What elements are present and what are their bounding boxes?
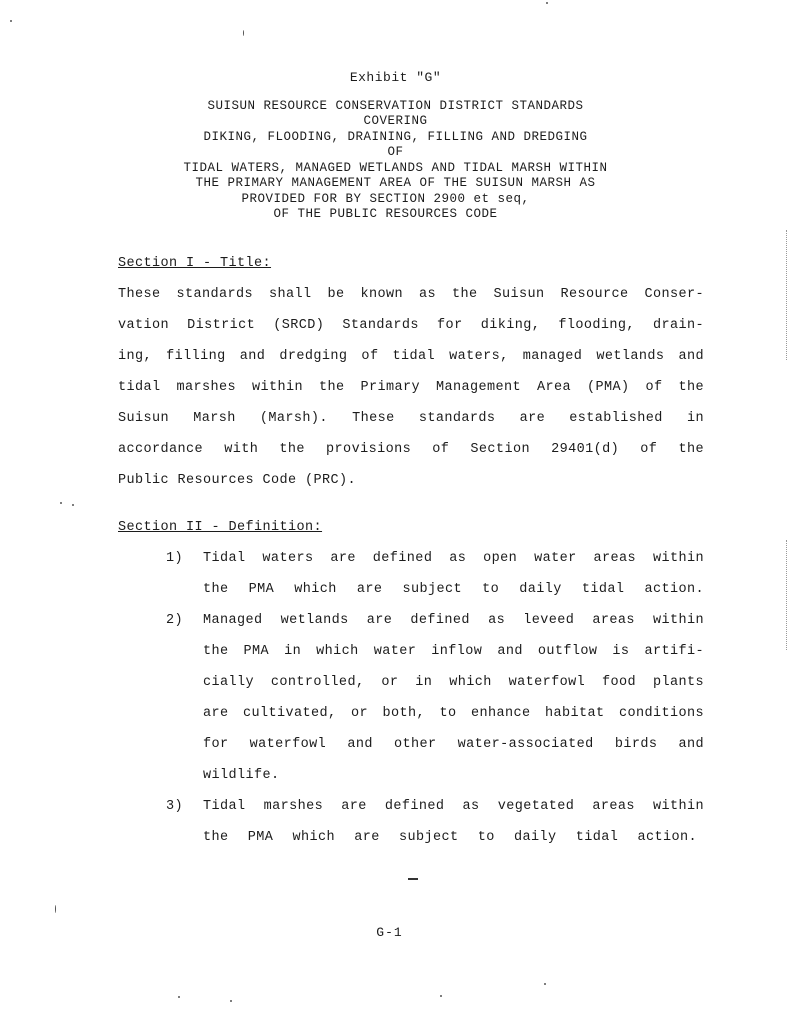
definition-line: Tidal marshes are defined as vegetated areas within bbox=[203, 799, 704, 814]
body-line: tidal marshes within the Primary Management Area (PMA) of the bbox=[118, 380, 704, 395]
dash-mark bbox=[408, 878, 418, 880]
definition-line: the PMA which are subject to daily tidal action. bbox=[203, 830, 697, 845]
definition-line: Managed wetlands are defined as leveed areas within bbox=[203, 613, 704, 628]
definition-line: are cultivated, or both, to enhance habitat conditions bbox=[203, 706, 704, 721]
body-line: Suisun Marsh (Marsh). These standards are established in bbox=[118, 411, 704, 426]
title-line: OF THE PUBLIC RESOURCES CODE bbox=[273, 207, 498, 221]
section-1-heading: Section I - Title: bbox=[118, 256, 272, 271]
body-line: These standards shall be known as the Suisun Resource Conser- bbox=[118, 287, 704, 302]
item-number: 1) bbox=[166, 551, 184, 566]
definition-line: cially controlled, or in which waterfowl food plants bbox=[203, 675, 704, 690]
title-line: DIKING, FLOODING, DRAINING, FILLING AND DREDGING bbox=[203, 130, 588, 144]
title-line: THE PRIMARY MANAGEMENT AREA OF THE SUISUN MARSH AS bbox=[195, 176, 596, 190]
definition-line: for waterfowl and other water-associated birds and bbox=[203, 737, 704, 752]
body-line: accordance with the provisions of Section 29401(d) of the bbox=[118, 442, 704, 457]
body-line: ing, filling and dredging of tidal waters, managed wetlands and bbox=[118, 349, 704, 364]
section-2-heading: Section II - Definition: bbox=[118, 520, 323, 535]
scan-edge-mark bbox=[786, 230, 787, 360]
title-line: OF bbox=[387, 145, 404, 159]
page-number: G-1 bbox=[376, 925, 403, 940]
definition-line: Tidal waters are defined as open water areas within bbox=[203, 551, 704, 566]
definition-line: the PMA in which water inflow and outflow is artifi- bbox=[203, 644, 704, 659]
title-line: TIDAL WATERS, MANAGED WETLANDS AND TIDAL MARSH WITHIN bbox=[183, 161, 608, 175]
item-number: 2) bbox=[166, 613, 184, 628]
definition-line: the PMA which are subject to daily tidal action. bbox=[203, 582, 704, 597]
title-line: PROVIDED FOR BY SECTION 2900 et seq, bbox=[241, 192, 530, 206]
body-line: vation District (SRCD) Standards for diking, flooding, drain- bbox=[118, 318, 704, 333]
title-line: COVERING bbox=[363, 114, 428, 128]
body-line: Public Resources Code (PRC). bbox=[118, 473, 357, 488]
definition-line: wildlife. bbox=[203, 768, 280, 783]
title-line: SUISUN RESOURCE CONSERVATION DISTRICT STANDARDS bbox=[207, 99, 584, 113]
scan-edge-mark bbox=[786, 540, 787, 650]
exhibit-label: Exhibit "G" bbox=[349, 70, 442, 85]
item-number: 3) bbox=[166, 799, 184, 814]
